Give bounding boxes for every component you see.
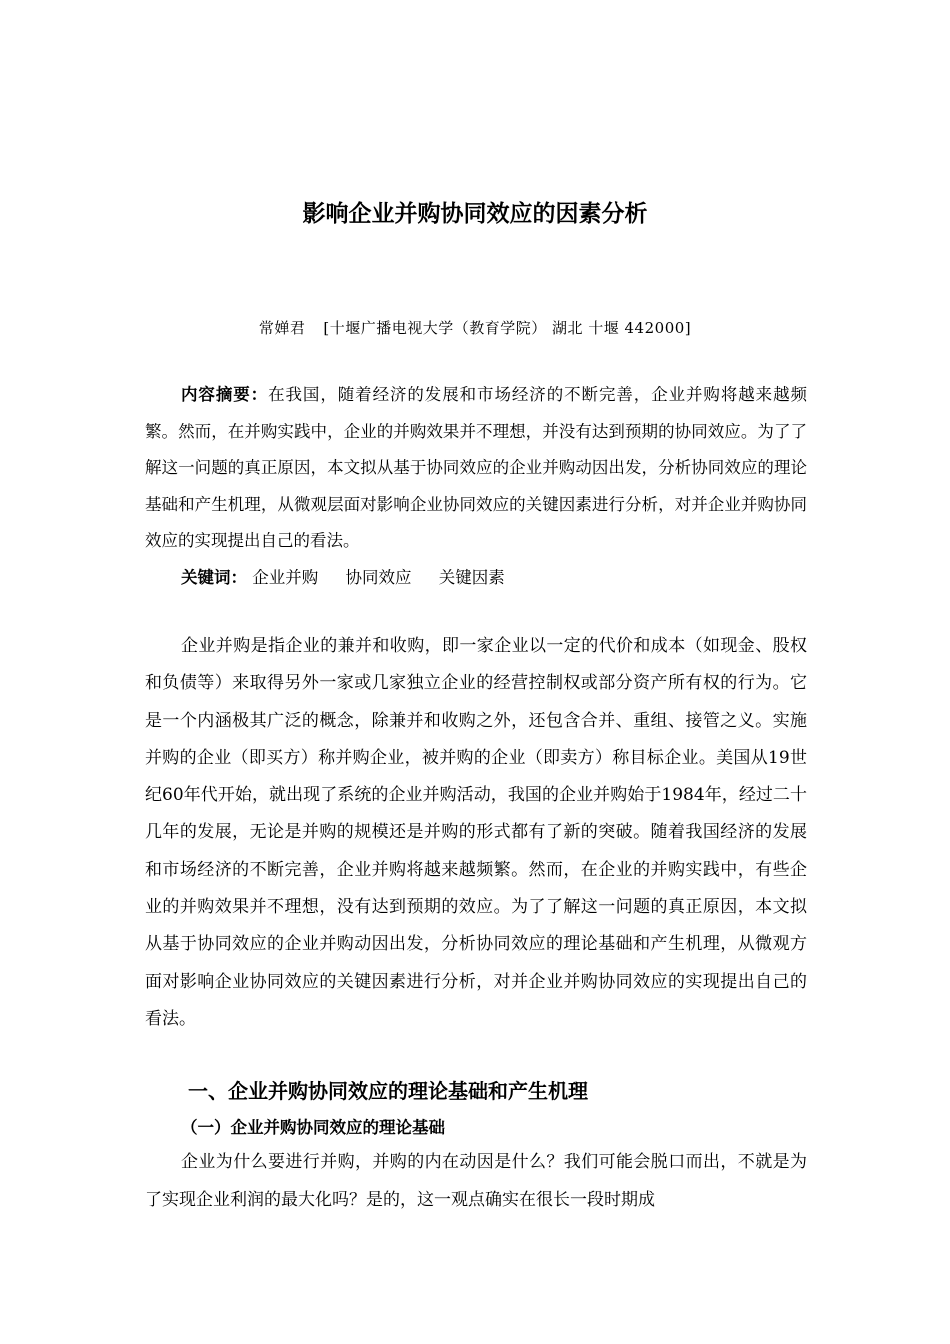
body-paragraph: 企业为什么要进行并购，并购的内在动因是什么？我们可能会脱口而出，不就是为了实现企业利润的最大化吗？是的，这一观点确实在很长一段时期成 (145, 1152, 807, 1210)
keywords-line (181, 563, 527, 593)
author-line (0, 316, 950, 340)
keyword-item: 协同效应 (345, 568, 412, 587)
author-affiliation: [十堰广播电视大学（教育学院） 湖北 十堰 442000] (323, 319, 692, 337)
abstract-label: 内容摘要： (181, 385, 269, 404)
section-heading: 一、企业并购协同效应的理论基础和产生机理 (188, 1079, 588, 1103)
author-name: 常婵君 (258, 319, 306, 337)
abstract-paragraph (145, 377, 807, 560)
intro-paragraph: 企业并购是指企业的兼并和收购，即一家企业以一定的代价和成本（如现金、股权和负债等）来取得另外一家或几家独立企业的经营控制权或部分资产所有权的行为。它是一个内涵极其广泛的概念，除兼并和收购之外，还包含合并、重组、接管之义。实施并购的企业（即买方）称并购企业，被并购的企业（即卖方）称目标企业。美国从19世纪60年代开始，就出现了系统的企业并购活动，我国的企业并购始于1984年，经过二十几年的发展，无论是并购的规模还是并购的形式都有了新的突破。随着我国经济的发展和市场经济的不断完善，企业并购将越来越频繁。然而，在企业的并购实践中，有些企业的并购效果并不理想，没有达到预期的效应。为了了解这一问题的真正原因，本文拟从基于协同效应的企业并购动因出发，分析协同效应的理论基础和产生机理，从微观方面对影响企业协同效应的关键因素进行分析，对并企业并购协同效应的实现提出自己的看法。 (145, 636, 807, 1029)
abstract-text: 在我国，随着经济的发展和市场经济的不断完善，企业并购将越来越频繁。然而，在并购实践中，企业的并购效果并不理想，并没有达到预期的协同效应。为了了解这一问题的真正原因，本文拟从基于协同效应的企业并购动因出发，分析协同效应的理论基础和产生机理，从微观层面对影响企业协同效应的关键因素进行分析，对并企业并购协同效应的实现提出自己的看法。 (145, 385, 808, 550)
document-title: 影响企业并购协同效应的因素分析 (302, 201, 648, 227)
keywords-label: 关键词： (181, 568, 247, 587)
keyword-item: 企业并购 (252, 568, 319, 587)
keyword-item: 关键因素 (438, 568, 505, 587)
subsection-heading: （一）企业并购协同效应的理论基础 (181, 1118, 445, 1137)
